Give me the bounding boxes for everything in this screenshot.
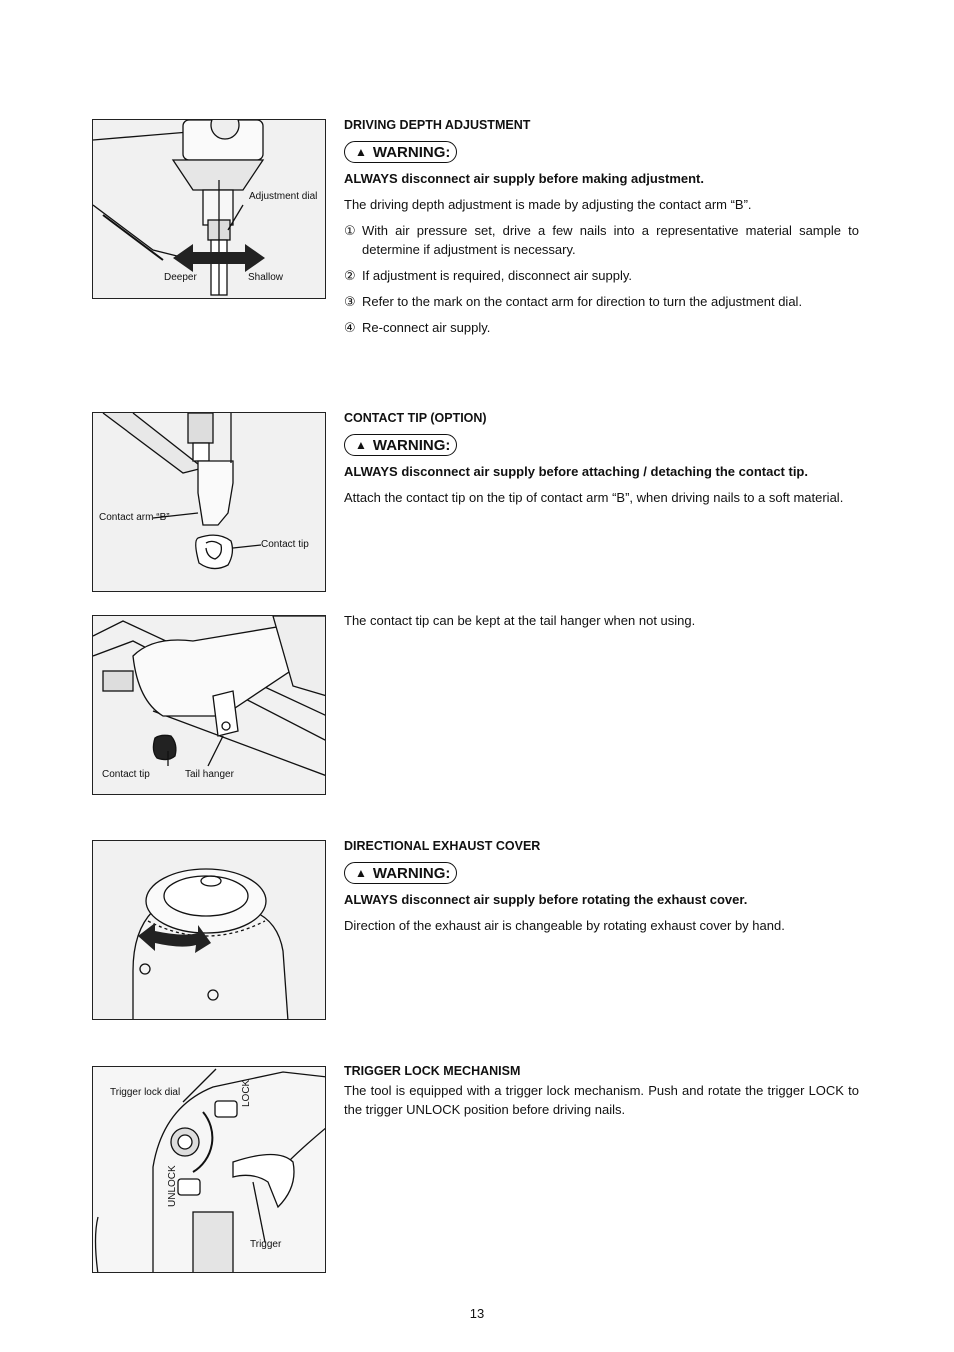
step-item <box>344 266 859 285</box>
body-text: The contact tip can be kept at the tail hanger when not using. <box>344 613 696 628</box>
warning-badge <box>344 862 457 884</box>
label-contact-arm: Contact arm “B” <box>99 512 170 523</box>
intro-text: The driving depth adjustment is made by adjusting the contact arm “B”. <box>344 197 752 212</box>
label-tail-hanger: Tail hanger <box>185 769 234 780</box>
step-number: ② <box>344 268 356 283</box>
section-title: DIRECTIONAL EXHAUST COVER <box>344 839 541 853</box>
step-item <box>344 221 859 259</box>
warning-label: WARNING: <box>372 436 451 454</box>
label-trigger: Trigger <box>250 1239 282 1250</box>
figure-trigger-lock <box>92 1066 326 1273</box>
warning-text: ALWAYS disconnect air supply before rotating the exhaust cover. <box>344 892 748 907</box>
label-trigger-lock-dial: Trigger lock dial <box>110 1087 181 1098</box>
section-contact-tip <box>344 409 859 507</box>
warning-label: WARNING: <box>372 864 451 882</box>
warning-triangle-icon: ▲ <box>355 865 367 880</box>
contact-arm-illustration <box>93 413 326 592</box>
label-deeper: Deeper <box>164 272 197 283</box>
label-unlock: UNLOCK <box>167 1165 178 1207</box>
warning-label: WARNING: <box>372 143 451 161</box>
step-item <box>344 292 859 311</box>
warning-badge <box>344 434 457 456</box>
label-lock: LOCK <box>241 1079 252 1107</box>
label-adjustment-dial: Adjustment dial <box>249 191 318 202</box>
step-text: If adjustment is required, disconnect air supply. <box>362 268 633 283</box>
figure-depth-adjustment <box>92 119 326 299</box>
section-tail-hanger <box>344 611 859 630</box>
step-number: ④ <box>344 320 356 335</box>
label-contact-tip: Contact tip <box>102 769 150 780</box>
step-text: Re-connect air supply. <box>362 320 491 335</box>
page-number: 13 <box>469 1306 485 1321</box>
section-exhaust-cover <box>344 837 859 935</box>
step-number: ① <box>344 223 356 238</box>
body-text: Direction of the exhaust air is changeable by rotating exhaust cover by hand. <box>344 918 785 933</box>
exhaust-cover-illustration <box>93 841 326 1020</box>
warning-triangle-icon: ▲ <box>355 437 367 452</box>
section-driving-depth <box>344 116 859 337</box>
section-title: CONTACT TIP (OPTION) <box>344 411 487 425</box>
label-contact-tip: Contact tip <box>261 539 309 550</box>
body-text: Attach the contact tip on the tip of contact arm “B”, when driving nails to a soft material. <box>344 490 844 505</box>
warning-triangle-icon: ▲ <box>355 144 367 159</box>
nailer-depth-illustration <box>93 120 326 299</box>
step-text: With air pressure set, drive a few nails into a representative material sample to determine if adjustment is necessary. <box>362 223 859 257</box>
warning-badge <box>344 141 457 163</box>
step-item <box>344 318 859 337</box>
body-text: The tool is equipped with a trigger lock mechanism. Push and rotate the trigger LOCK to the trigger UNLOCK position before driving nails. <box>344 1083 859 1117</box>
warning-text: ALWAYS disconnect air supply before making adjustment. <box>344 171 704 186</box>
warning-text: ALWAYS disconnect air supply before attaching / detaching the contact tip. <box>344 464 808 479</box>
step-number: ③ <box>344 294 356 309</box>
section-title: TRIGGER LOCK MECHANISM <box>344 1064 521 1078</box>
figure-exhaust-cover <box>92 840 326 1020</box>
label-shallow: Shallow <box>248 272 284 283</box>
step-text: Refer to the mark on the contact arm for direction to turn the adjustment dial. <box>362 294 803 309</box>
figure-tail-hanger <box>92 615 326 795</box>
figure-contact-tip <box>92 412 326 592</box>
section-title: DRIVING DEPTH ADJUSTMENT <box>344 118 531 132</box>
section-trigger-lock <box>344 1062 859 1119</box>
